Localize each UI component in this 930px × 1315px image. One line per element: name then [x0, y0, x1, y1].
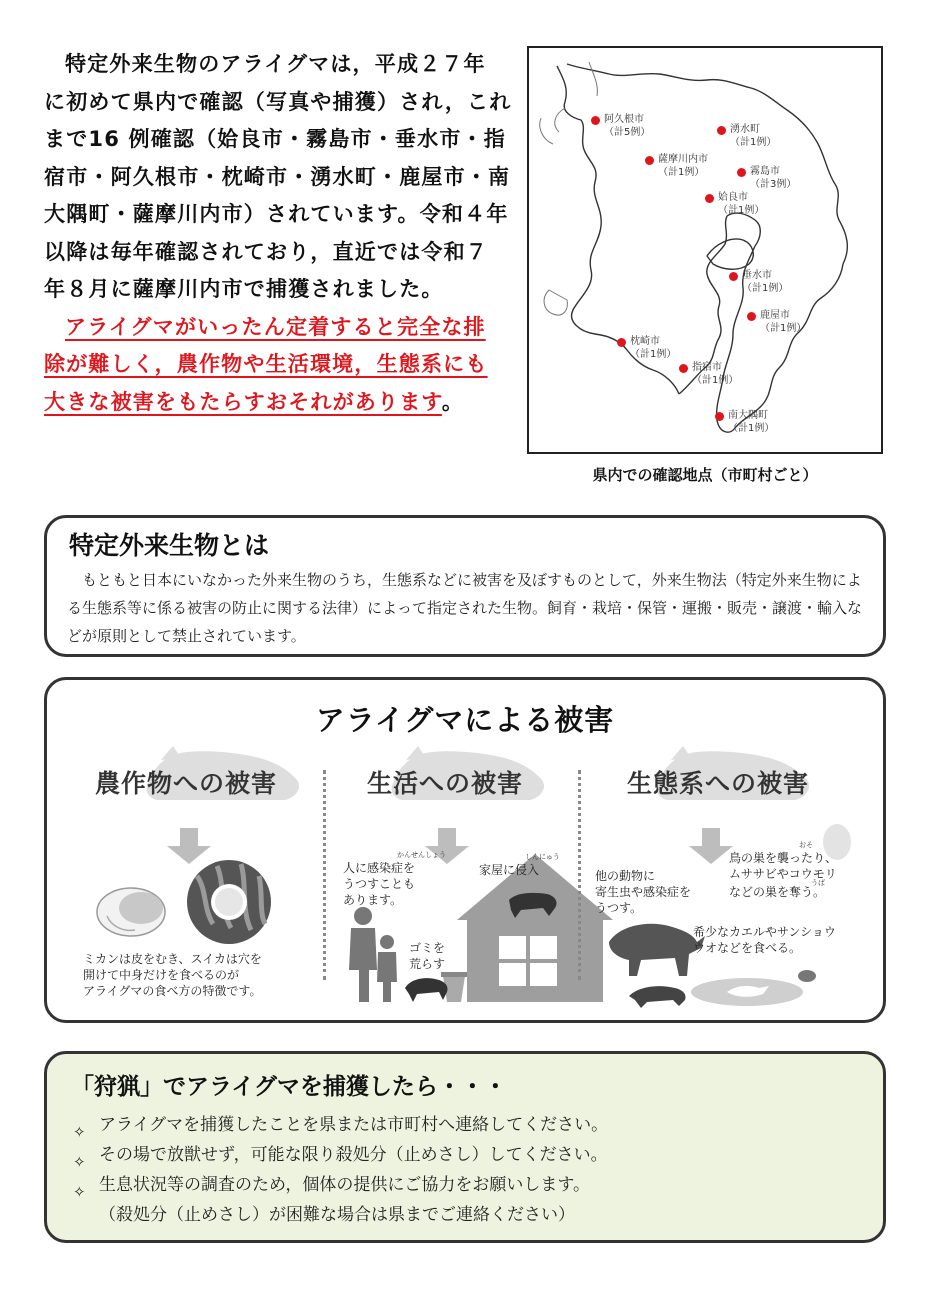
- life-text: 荒らす: [409, 957, 446, 971]
- list-item: ✧ アライグマを捕獲したことを県または市町村へ連絡してください。: [71, 1110, 861, 1140]
- life-text: うつすことも: [343, 877, 416, 891]
- map-point-count: （計5例）: [604, 127, 651, 138]
- intro-line: 宿市・阿久根市・枕崎市・湧水町・鹿屋市・南: [44, 164, 511, 189]
- eco-text: うつす。: [595, 901, 643, 915]
- intro-line: 以降は毎年確認されており，直近では令和７: [44, 239, 488, 264]
- warning-line: 大きな被害をもたらすおそれがあります: [44, 389, 442, 414]
- warning-tail: 。: [441, 389, 465, 414]
- eco-text: ウオなどを食べる。: [693, 941, 802, 955]
- list-item: ✧ その場で放獣せず，可能な限り殺処分（止めさし）してください。: [71, 1140, 861, 1170]
- definition-text: もともと日本にいなかった外来生物のうち，生態系などに被害を及ぼすものとして，外来生物法（特定外来生物による生態系等に係る被害の防止に関する法律）によって指定された生物。飼育・栽培・保管・運搬・販売・譲渡・輸入などが原則として禁止されています。: [67, 571, 863, 645]
- map-point-count: （計1例）: [742, 283, 789, 294]
- warning-line: アライグマがいったん定着すると完全な排: [65, 314, 486, 339]
- map-point-count: （計3例）: [750, 179, 797, 190]
- map-point-dot: [705, 194, 714, 203]
- map-caption: 県内での確認地点（市町村ごと）: [592, 466, 818, 484]
- intro-line: 大隅町・薩摩川内市）されています。令和４年: [44, 202, 509, 226]
- intro-line: に初めて県内で確認（写真や捕獲）され，これ: [44, 89, 512, 114]
- ruby-text: しんにゅう: [525, 853, 560, 861]
- intro-text: [44, 46, 522, 421]
- arrow-down-icon: [689, 828, 733, 864]
- map-point-name: 指宿市: [692, 362, 722, 373]
- map-point-dot: [737, 168, 746, 177]
- map-outline: [529, 48, 881, 452]
- diamond-bullet-icon: ✧: [73, 1123, 86, 1141]
- map-point-count: （計1例）: [658, 167, 705, 178]
- diamond-bullet-icon: ✧: [73, 1153, 86, 1171]
- ruby-text: うば: [811, 879, 825, 887]
- arrow-down-icon: [167, 828, 211, 864]
- diamond-bullet-icon: ✧: [73, 1183, 86, 1201]
- eco-text: 寄生虫や感染症を: [595, 885, 692, 899]
- ruby-text: かんせんしょう: [397, 851, 446, 859]
- raccoon-trash-icon: [405, 978, 448, 1002]
- definition-title: 特定外来生物とは: [69, 531, 270, 560]
- map-point-dot: [729, 272, 738, 281]
- map-point-name: 鹿屋市: [760, 310, 790, 321]
- hunting-note: （殺処分（止めさし）が困難な場合は県までご連絡ください）: [99, 1205, 575, 1225]
- column-divider: [578, 770, 581, 980]
- map-point-dot: [747, 312, 756, 321]
- crops-text: アライグマの食べ方の特徴です。: [83, 984, 262, 998]
- map-point-name: 南大隅町: [728, 410, 768, 421]
- pond-icon: [691, 978, 803, 1006]
- raccoon-small-icon: [629, 986, 686, 1008]
- map-point-name: 薩摩川内市: [658, 154, 708, 165]
- eco-text: 鳥の巣を襲ったり、: [729, 851, 838, 865]
- hunting-list: [71, 1110, 861, 1230]
- map-point-count: （計1例）: [630, 349, 677, 360]
- life-text: 家屋に侵入: [479, 863, 540, 877]
- warning-line: 除が難しく，農作物や生活環境，生態系にも: [44, 352, 488, 376]
- map-point-dot: [591, 116, 600, 125]
- eco-text: などの巣を奪う。: [729, 885, 826, 899]
- hunting-title: 「狩猟」でアライグマを捕獲したら・・・: [71, 1074, 507, 1100]
- map-point-name: 霧島市: [750, 166, 780, 177]
- watermelon-icon: [187, 860, 271, 944]
- crops-text: ミカンは皮をむき、スイカは穴を: [83, 952, 262, 966]
- crops-text: 開けて中身だけを食べるのが: [83, 968, 240, 982]
- life-title: 生活への被害: [367, 769, 524, 798]
- eco-text: ムササビやコウモリ: [729, 867, 837, 881]
- eco-text: 希少なカエルやサンショウ: [693, 925, 836, 939]
- ruby-text: おそ: [799, 841, 813, 849]
- map-point-count: （計1例）: [692, 375, 739, 386]
- prefecture-map: [527, 46, 883, 454]
- map-point-dot: [617, 338, 626, 347]
- map-point-name: 枕崎市: [630, 336, 660, 347]
- mikan-icon: [97, 888, 165, 936]
- map-point-name: 湧水町: [730, 124, 760, 135]
- intro-line: まで16 例確認（姶良市・霧島市・垂水市・指: [44, 127, 506, 151]
- map-point-count: （計1例）: [728, 423, 775, 434]
- hunting-box: [44, 1051, 886, 1243]
- damage-title: アライグマによる被害: [315, 703, 615, 737]
- list-item: ✧ 生息状況等の調査のため，個体の提供にご協力をお願いします。: [71, 1170, 861, 1200]
- map-point-dot: [679, 364, 688, 373]
- column-divider: [323, 770, 326, 980]
- map-point-name: 姶良市: [718, 192, 748, 203]
- map-point-count: （計1例）: [730, 137, 777, 148]
- raccoon-icon: [609, 924, 705, 976]
- map-point-dot: [715, 412, 724, 421]
- eco-text: 他の動物に: [595, 869, 656, 883]
- map-point-count: （計1例）: [718, 205, 765, 216]
- map-point-count: （計1例）: [760, 323, 807, 334]
- map-point-name: 垂水市: [742, 270, 772, 281]
- map-point-name: 阿久根市: [604, 114, 644, 125]
- intro-line: 年８月に薩摩川内市で捕獲されました。: [44, 277, 444, 301]
- frog-icon: [798, 970, 816, 982]
- eco-title: 生態系への被害: [627, 769, 810, 798]
- life-text: あります。: [343, 893, 403, 907]
- damage-box: [44, 677, 886, 1023]
- people-icon: [349, 907, 397, 1002]
- life-text: 人に感染症を: [343, 861, 416, 875]
- map-point-dot: [645, 156, 654, 165]
- life-text: ゴミを: [409, 941, 446, 955]
- map-point-dot: [717, 126, 726, 135]
- definition-box: [44, 515, 886, 657]
- crops-title: 農作物への被害: [95, 769, 278, 798]
- intro-line: 特定外来生物のアライグマは，平成２７年: [65, 52, 486, 76]
